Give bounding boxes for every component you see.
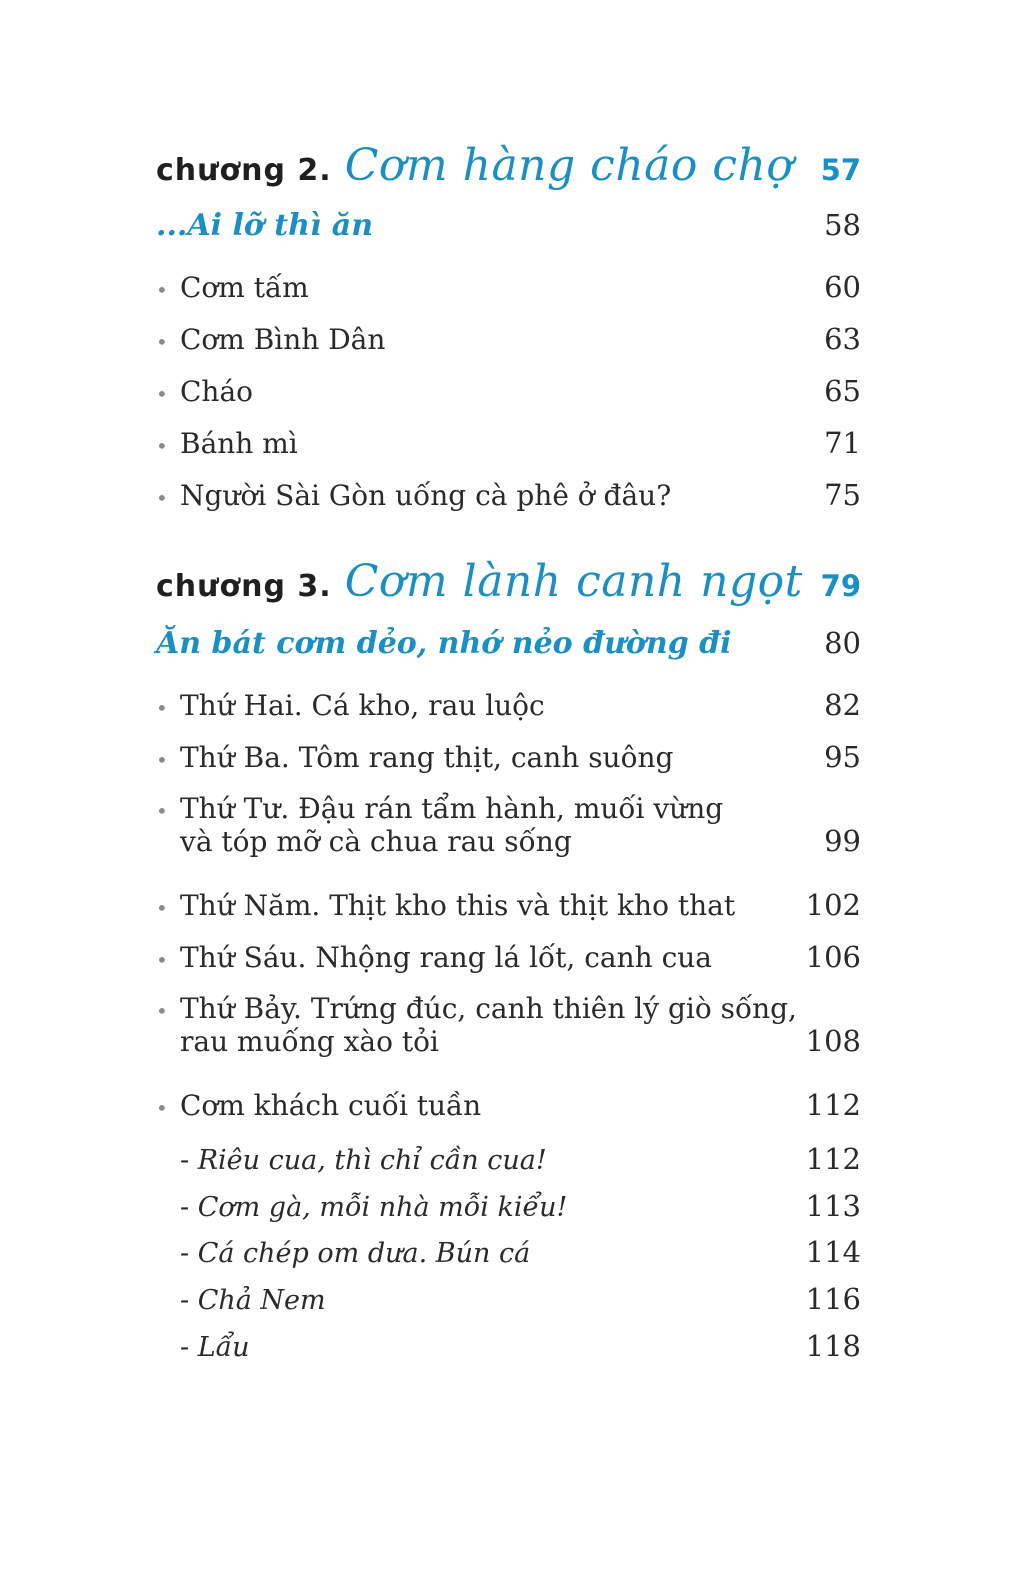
- entry-page-number: 95: [824, 740, 861, 774]
- toc-entry[interactable]: [156, 992, 861, 1058]
- chapter-page-number: 79: [820, 569, 861, 603]
- subentry-page-number: 114: [805, 1235, 861, 1269]
- entry-page-number: 60: [824, 270, 861, 304]
- entry-title-block: [156, 992, 797, 1058]
- entry-title: Bánh mì: [180, 427, 298, 460]
- subentry-title: - Lẩu: [180, 1332, 250, 1363]
- toc-entry[interactable]: [156, 688, 861, 722]
- entry-title-line2: và tóp mỡ cà chua rau sống: [180, 825, 572, 858]
- bullet-icon: •: [156, 486, 168, 510]
- toc-entry[interactable]: [156, 322, 861, 356]
- toc-subentry[interactable]: [156, 1329, 861, 1363]
- section-page-number: 58: [824, 208, 861, 242]
- bullet-icon: •: [156, 696, 168, 720]
- entry-page-number: 112: [805, 1088, 861, 1122]
- section-title: Ăn bát cơm dẻo, nhớ nẻo đường đi: [156, 626, 732, 661]
- entry-page-number: 65: [824, 374, 861, 408]
- subentry-page-number: 118: [805, 1329, 861, 1363]
- toc-subentry[interactable]: [156, 1235, 861, 1269]
- bullet-icon: •: [156, 896, 168, 920]
- entry-title: Thứ Năm. Thịt kho this và thịt kho that: [180, 889, 736, 922]
- chapter-heading: [156, 140, 861, 191]
- bullet-icon: •: [156, 748, 168, 772]
- subentry-title: - Cơm gà, mỗi nhà mỗi kiểu!: [180, 1192, 568, 1223]
- bullet-icon: •: [156, 799, 168, 823]
- subentry-page-number: 116: [805, 1282, 861, 1316]
- toc-subentry[interactable]: [156, 1142, 861, 1176]
- entry-title: Thứ Sáu. Nhộng rang lá lốt, canh cua: [180, 941, 712, 974]
- bullet-icon: •: [156, 948, 168, 972]
- toc-entry[interactable]: [156, 1088, 861, 1122]
- chapter-title: Cơm hàng cháo chợ: [344, 140, 794, 191]
- toc-entry[interactable]: [156, 792, 861, 858]
- entry-page-number: 106: [805, 940, 861, 974]
- chapter-title-group: [156, 556, 803, 607]
- section-title: ...Ai lỡ thì ăn: [156, 208, 374, 243]
- bullet-icon: •: [156, 1096, 168, 1120]
- entry-page-number: 71: [824, 426, 861, 460]
- bullet-icon: •: [156, 278, 168, 302]
- subentry-page-number: 112: [805, 1142, 861, 1176]
- entry-page-number: 99: [824, 824, 861, 858]
- toc-entry[interactable]: [156, 940, 861, 974]
- entry-title: Cháo: [180, 375, 254, 408]
- entry-title: Thứ Hai. Cá kho, rau luộc: [180, 689, 545, 722]
- section-heading: [156, 626, 861, 661]
- entry-page-number: 82: [824, 688, 861, 722]
- bullet-icon: •: [156, 434, 168, 458]
- chapter-heading: [156, 556, 861, 607]
- toc-entry[interactable]: [156, 374, 861, 408]
- subentry-title: - Chả Nem: [180, 1285, 326, 1316]
- toc-subentry[interactable]: [156, 1189, 861, 1223]
- toc-entry[interactable]: [156, 270, 861, 304]
- toc-entry[interactable]: [156, 426, 861, 460]
- entry-title: Cơm khách cuối tuần: [180, 1089, 482, 1122]
- toc-entry[interactable]: [156, 740, 861, 774]
- chapter-label: chương 2.: [156, 153, 332, 188]
- subentry-title: - Cá chép om dưa. Bún cá: [180, 1238, 531, 1269]
- bullet-icon: •: [156, 382, 168, 406]
- entry-title-line2: rau muống xào tỏi: [180, 1025, 439, 1058]
- subentry-title: - Riêu cua, thì chỉ cần cua!: [180, 1145, 547, 1176]
- toc-entry[interactable]: [156, 888, 861, 922]
- toc-entry[interactable]: [156, 478, 861, 512]
- toc-subentry[interactable]: [156, 1282, 861, 1316]
- entry-page-number: 75: [824, 478, 861, 512]
- entry-title-line1: Thứ Tư. Đậu rán tẩm hành, muối vừng: [180, 792, 724, 825]
- entry-page-number: 108: [805, 1024, 861, 1058]
- entry-title: Cơm tấm: [180, 271, 309, 304]
- chapter-page-number: 57: [820, 153, 861, 187]
- chapter-title: Cơm lành canh ngọt: [344, 556, 803, 607]
- chapter-title-group: [156, 140, 793, 191]
- entry-title: Người Sài Gòn uống cà phê ở đâu?: [180, 479, 672, 512]
- entry-title-block: [156, 792, 723, 858]
- entry-page-number: 102: [805, 888, 861, 922]
- entry-page-number: 63: [824, 322, 861, 356]
- subentry-page-number: 113: [805, 1189, 861, 1223]
- entry-title: Thứ Ba. Tôm rang thịt, canh suông: [180, 741, 674, 774]
- chapter-label: chương 3.: [156, 569, 332, 604]
- bullet-icon: •: [156, 330, 168, 354]
- section-heading: [156, 208, 861, 243]
- section-page-number: 80: [824, 626, 861, 660]
- entry-title: Cơm Bình Dân: [180, 323, 386, 356]
- entry-title-line1: Thứ Bảy. Trứng đúc, canh thiên lý giò sống,: [180, 992, 797, 1025]
- bullet-icon: •: [156, 999, 168, 1023]
